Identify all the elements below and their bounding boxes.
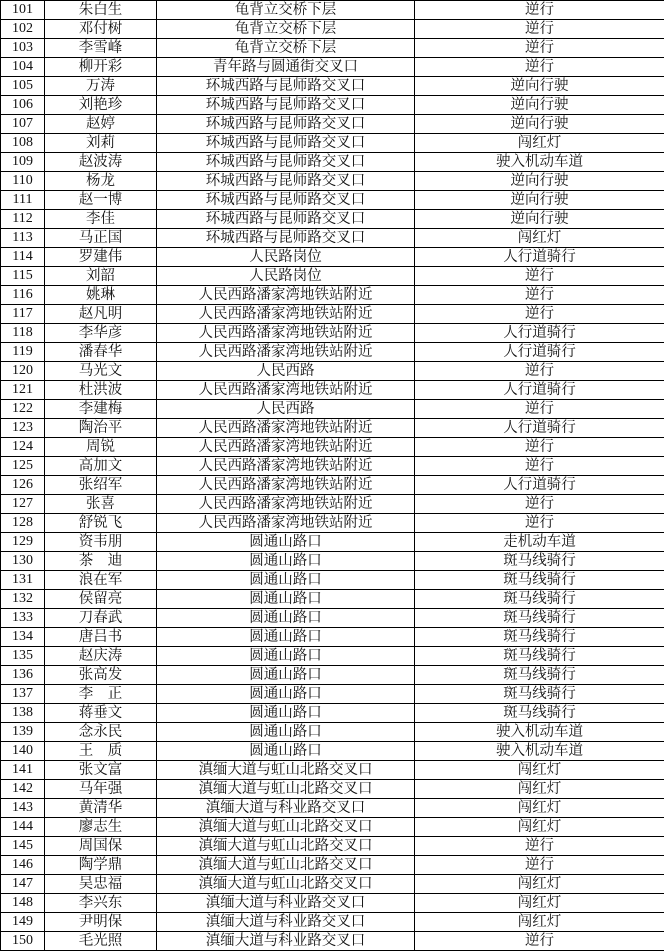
row-number-cell: 126: [1, 476, 45, 495]
violation-type-cell: 逆行: [415, 267, 664, 286]
row-number-cell: 114: [1, 248, 45, 267]
location-cell: 龟背立交桥下层: [157, 20, 415, 39]
violation-type-cell: 人行道骑行: [415, 419, 664, 438]
row-number-cell: 142: [1, 780, 45, 799]
table-row: [1, 381, 664, 400]
table-row: [1, 723, 664, 742]
violation-type-cell: 逆行: [415, 932, 664, 951]
violation-type-cell: 逆行: [415, 837, 664, 856]
row-number-cell: 147: [1, 875, 45, 894]
table-row: [1, 20, 664, 39]
location-cell: 人民西路潘家湾地铁站附近: [157, 381, 415, 400]
violation-type-cell: 斑马线骑行: [415, 571, 664, 590]
table-row: [1, 476, 664, 495]
row-number-cell: 144: [1, 818, 45, 837]
location-cell: 圆通山路口: [157, 552, 415, 571]
row-number-cell: 108: [1, 134, 45, 153]
row-number-cell: 106: [1, 96, 45, 115]
violation-type-cell: 斑马线骑行: [415, 609, 664, 628]
violation-type-cell: 逆行: [415, 1, 664, 20]
row-number-cell: 141: [1, 761, 45, 780]
row-number-cell: 101: [1, 1, 45, 20]
person-name-cell: 柳开彩: [45, 58, 157, 77]
violation-type-cell: 逆行: [415, 495, 664, 514]
person-name-cell: 马年强: [45, 780, 157, 799]
table-row: [1, 39, 664, 58]
row-number-cell: 125: [1, 457, 45, 476]
row-number-cell: 102: [1, 20, 45, 39]
person-name-cell: 朱白生: [45, 1, 157, 20]
violation-type-cell: 闯红灯: [415, 229, 664, 248]
table-row: [1, 932, 664, 951]
person-name-cell: 尹明保: [45, 913, 157, 932]
location-cell: 人民西路潘家湾地铁站附近: [157, 343, 415, 362]
location-cell: 圆通山路口: [157, 647, 415, 666]
table-row: [1, 229, 664, 248]
location-cell: 人民西路: [157, 400, 415, 419]
table-row: [1, 628, 664, 647]
violation-type-cell: 斑马线骑行: [415, 666, 664, 685]
location-cell: 滇缅大道与虹山北路交叉口: [157, 761, 415, 780]
row-number-cell: 105: [1, 77, 45, 96]
row-number-cell: 116: [1, 286, 45, 305]
table-row: [1, 343, 664, 362]
location-cell: 人民西路潘家湾地铁站附近: [157, 514, 415, 533]
person-name-cell: 陶治平: [45, 419, 157, 438]
row-number-cell: 111: [1, 191, 45, 210]
violation-type-cell: 逆向行驶: [415, 96, 664, 115]
table-row: [1, 400, 664, 419]
row-number-cell: 145: [1, 837, 45, 856]
violation-type-cell: 驶入机动车道: [415, 153, 664, 172]
person-name-cell: 唐吕书: [45, 628, 157, 647]
person-name-cell: 刀春武: [45, 609, 157, 628]
violation-type-cell: 闯红灯: [415, 799, 664, 818]
location-cell: 人民西路潘家湾地铁站附近: [157, 495, 415, 514]
location-cell: 青年路与圆通街交叉口: [157, 58, 415, 77]
table-row: [1, 248, 664, 267]
table-row: [1, 267, 664, 286]
table-row: [1, 324, 664, 343]
violation-type-cell: 逆向行驶: [415, 210, 664, 229]
table-row: [1, 894, 664, 913]
person-name-cell: 赵婷: [45, 115, 157, 134]
location-cell: 圆通山路口: [157, 571, 415, 590]
row-number-cell: 143: [1, 799, 45, 818]
person-name-cell: 赵庆涛: [45, 647, 157, 666]
row-number-cell: 115: [1, 267, 45, 286]
person-name-cell: 吴忠福: [45, 875, 157, 894]
row-number-cell: 146: [1, 856, 45, 875]
violation-type-cell: 走机动车道: [415, 533, 664, 552]
violation-type-cell: 逆行: [415, 58, 664, 77]
row-number-cell: 132: [1, 590, 45, 609]
row-number-cell: 124: [1, 438, 45, 457]
location-cell: 人民西路潘家湾地铁站附近: [157, 286, 415, 305]
table-row: [1, 305, 664, 324]
violation-type-cell: 逆行: [415, 305, 664, 324]
violation-type-cell: 驶入机动车道: [415, 723, 664, 742]
row-number-cell: 150: [1, 932, 45, 951]
person-name-cell: 马正国: [45, 229, 157, 248]
person-name-cell: 姚琳: [45, 286, 157, 305]
violation-type-cell: 斑马线骑行: [415, 685, 664, 704]
person-name-cell: 廖志生: [45, 818, 157, 837]
table-row: [1, 115, 664, 134]
violation-type-cell: 逆行: [415, 362, 664, 381]
row-number-cell: 135: [1, 647, 45, 666]
location-cell: 滇缅大道与虹山北路交叉口: [157, 856, 415, 875]
row-number-cell: 120: [1, 362, 45, 381]
violation-type-cell: 人行道骑行: [415, 248, 664, 267]
person-name-cell: 刘艳珍: [45, 96, 157, 115]
location-cell: 滇缅大道与科业路交叉口: [157, 894, 415, 913]
location-cell: 人民路岗位: [157, 267, 415, 286]
violation-type-cell: 人行道骑行: [415, 343, 664, 362]
table-row: [1, 818, 664, 837]
violation-type-cell: 逆行: [415, 514, 664, 533]
person-name-cell: 张绍军: [45, 476, 157, 495]
row-number-cell: 149: [1, 913, 45, 932]
person-name-cell: 邓付树: [45, 20, 157, 39]
violation-type-cell: 斑马线骑行: [415, 590, 664, 609]
table-row: [1, 913, 664, 932]
person-name-cell: 浪在军: [45, 571, 157, 590]
table-row: [1, 58, 664, 77]
violation-type-cell: 逆向行驶: [415, 191, 664, 210]
row-number-cell: 139: [1, 723, 45, 742]
row-number-cell: 127: [1, 495, 45, 514]
location-cell: 圆通山路口: [157, 666, 415, 685]
location-cell: 圆通山路口: [157, 704, 415, 723]
table-row: [1, 153, 664, 172]
table-row: [1, 780, 664, 799]
location-cell: 滇缅大道与科业路交叉口: [157, 799, 415, 818]
location-cell: 环城西路与昆师路交叉口: [157, 229, 415, 248]
violation-type-cell: 闯红灯: [415, 761, 664, 780]
location-cell: 圆通山路口: [157, 742, 415, 761]
violation-type-cell: 逆向行驶: [415, 115, 664, 134]
table-row: [1, 191, 664, 210]
person-name-cell: 李佳: [45, 210, 157, 229]
person-name-cell: 念永民: [45, 723, 157, 742]
person-name-cell: 资韦朋: [45, 533, 157, 552]
location-cell: 环城西路与昆师路交叉口: [157, 153, 415, 172]
violation-type-cell: 逆行: [415, 856, 664, 875]
person-name-cell: 周锐: [45, 438, 157, 457]
location-cell: 环城西路与昆师路交叉口: [157, 191, 415, 210]
table-row: [1, 457, 664, 476]
person-name-cell: 张文富: [45, 761, 157, 780]
row-number-cell: 130: [1, 552, 45, 571]
table-row: [1, 685, 664, 704]
location-cell: 滇缅大道与科业路交叉口: [157, 913, 415, 932]
person-name-cell: 万涛: [45, 77, 157, 96]
person-name-cell: 张喜: [45, 495, 157, 514]
table-row: [1, 286, 664, 305]
person-name-cell: 黄清华: [45, 799, 157, 818]
location-cell: 人民西路潘家湾地铁站附近: [157, 419, 415, 438]
table-row: [1, 77, 664, 96]
location-cell: 人民西路潘家湾地铁站附近: [157, 324, 415, 343]
row-number-cell: 148: [1, 894, 45, 913]
table-row: [1, 590, 664, 609]
location-cell: 环城西路与昆师路交叉口: [157, 96, 415, 115]
row-number-cell: 119: [1, 343, 45, 362]
table-row: [1, 419, 664, 438]
table-row: [1, 875, 664, 894]
table-row: [1, 96, 664, 115]
row-number-cell: 138: [1, 704, 45, 723]
table-row: [1, 514, 664, 533]
location-cell: 人民西路潘家湾地铁站附近: [157, 476, 415, 495]
person-name-cell: 刘莉: [45, 134, 157, 153]
row-number-cell: 134: [1, 628, 45, 647]
violation-type-cell: 逆行: [415, 438, 664, 457]
location-cell: 环城西路与昆师路交叉口: [157, 115, 415, 134]
row-number-cell: 128: [1, 514, 45, 533]
violation-type-cell: 逆行: [415, 39, 664, 58]
location-cell: 龟背立交桥下层: [157, 1, 415, 20]
row-number-cell: 136: [1, 666, 45, 685]
row-number-cell: 104: [1, 58, 45, 77]
person-name-cell: 侯留亮: [45, 590, 157, 609]
person-name-cell: 赵凡明: [45, 305, 157, 324]
row-number-cell: 133: [1, 609, 45, 628]
row-number-cell: 123: [1, 419, 45, 438]
violation-type-cell: 人行道骑行: [415, 324, 664, 343]
violation-type-cell: 逆向行驶: [415, 77, 664, 96]
table-row: [1, 799, 664, 818]
table-row: [1, 134, 664, 153]
location-cell: 圆通山路口: [157, 533, 415, 552]
person-name-cell: 赵一博: [45, 191, 157, 210]
location-cell: 滇缅大道与虹山北路交叉口: [157, 780, 415, 799]
location-cell: 环城西路与昆师路交叉口: [157, 77, 415, 96]
location-cell: 人民西路: [157, 362, 415, 381]
table-row: [1, 742, 664, 761]
table-row: [1, 533, 664, 552]
location-cell: 人民西路潘家湾地铁站附近: [157, 438, 415, 457]
location-cell: 滇缅大道与科业路交叉口: [157, 932, 415, 951]
violation-type-cell: 驶入机动车道: [415, 742, 664, 761]
row-number-cell: 118: [1, 324, 45, 343]
violation-type-cell: 闯红灯: [415, 875, 664, 894]
table-row: [1, 761, 664, 780]
location-cell: 圆通山路口: [157, 685, 415, 704]
table-row: [1, 666, 664, 685]
violation-type-cell: 斑马线骑行: [415, 552, 664, 571]
location-cell: 人民路岗位: [157, 248, 415, 267]
location-cell: 圆通山路口: [157, 609, 415, 628]
person-name-cell: 茶 迪: [45, 552, 157, 571]
violation-type-cell: 斑马线骑行: [415, 647, 664, 666]
violation-type-cell: 逆行: [415, 20, 664, 39]
person-name-cell: 李雪峰: [45, 39, 157, 58]
person-name-cell: 张高发: [45, 666, 157, 685]
row-number-cell: 103: [1, 39, 45, 58]
table-row: [1, 856, 664, 875]
table-row: [1, 647, 664, 666]
person-name-cell: 刘韶: [45, 267, 157, 286]
table-row: [1, 571, 664, 590]
row-number-cell: 107: [1, 115, 45, 134]
violation-type-cell: 逆向行驶: [415, 172, 664, 191]
violation-type-cell: 斑马线骑行: [415, 628, 664, 647]
row-number-cell: 129: [1, 533, 45, 552]
violation-type-cell: 人行道骑行: [415, 381, 664, 400]
table-row: [1, 552, 664, 571]
person-name-cell: 蒋垂文: [45, 704, 157, 723]
violation-type-cell: 闯红灯: [415, 913, 664, 932]
person-name-cell: 李建梅: [45, 400, 157, 419]
table-row: [1, 438, 664, 457]
row-number-cell: 110: [1, 172, 45, 191]
person-name-cell: 罗建伟: [45, 248, 157, 267]
row-number-cell: 112: [1, 210, 45, 229]
person-name-cell: 陶学鼎: [45, 856, 157, 875]
table-body: [1, 1, 664, 951]
person-name-cell: 李 正: [45, 685, 157, 704]
row-number-cell: 122: [1, 400, 45, 419]
row-number-cell: 140: [1, 742, 45, 761]
person-name-cell: 赵波涛: [45, 153, 157, 172]
location-cell: 环城西路与昆师路交叉口: [157, 134, 415, 153]
location-cell: 滇缅大道与虹山北路交叉口: [157, 837, 415, 856]
person-name-cell: 舒锐飞: [45, 514, 157, 533]
violation-type-cell: 逆行: [415, 457, 664, 476]
location-cell: 人民西路潘家湾地铁站附近: [157, 457, 415, 476]
person-name-cell: 杨龙: [45, 172, 157, 191]
location-cell: 圆通山路口: [157, 590, 415, 609]
location-cell: 圆通山路口: [157, 723, 415, 742]
violation-type-cell: 斑马线骑行: [415, 704, 664, 723]
person-name-cell: 高加文: [45, 457, 157, 476]
row-number-cell: 113: [1, 229, 45, 248]
location-cell: 圆通山路口: [157, 628, 415, 647]
person-name-cell: 毛光照: [45, 932, 157, 951]
person-name-cell: 李华彦: [45, 324, 157, 343]
row-number-cell: 121: [1, 381, 45, 400]
violation-type-cell: 闯红灯: [415, 818, 664, 837]
person-name-cell: 周国保: [45, 837, 157, 856]
location-cell: 环城西路与昆师路交叉口: [157, 172, 415, 191]
table-row: [1, 210, 664, 229]
violation-type-cell: 闯红灯: [415, 780, 664, 799]
row-number-cell: 109: [1, 153, 45, 172]
table-row: [1, 172, 664, 191]
person-name-cell: 李兴东: [45, 894, 157, 913]
person-name-cell: 杜洪波: [45, 381, 157, 400]
violation-type-cell: 逆行: [415, 400, 664, 419]
table-row: [1, 495, 664, 514]
person-name-cell: 王 质: [45, 742, 157, 761]
location-cell: 滇缅大道与虹山北路交叉口: [157, 818, 415, 837]
location-cell: 滇缅大道与虹山北路交叉口: [157, 875, 415, 894]
table-row: [1, 362, 664, 381]
table-row: [1, 704, 664, 723]
violation-type-cell: 人行道骑行: [415, 476, 664, 495]
person-name-cell: 潘春华: [45, 343, 157, 362]
violation-type-cell: 闯红灯: [415, 894, 664, 913]
row-number-cell: 131: [1, 571, 45, 590]
table-row: [1, 1, 664, 20]
table-row: [1, 837, 664, 856]
location-cell: 人民西路潘家湾地铁站附近: [157, 305, 415, 324]
row-number-cell: 137: [1, 685, 45, 704]
row-number-cell: 117: [1, 305, 45, 324]
table-row: [1, 609, 664, 628]
location-cell: 龟背立交桥下层: [157, 39, 415, 58]
person-name-cell: 马光文: [45, 362, 157, 381]
location-cell: 环城西路与昆师路交叉口: [157, 210, 415, 229]
violation-type-cell: 闯红灯: [415, 134, 664, 153]
violation-type-cell: 逆行: [415, 286, 664, 305]
